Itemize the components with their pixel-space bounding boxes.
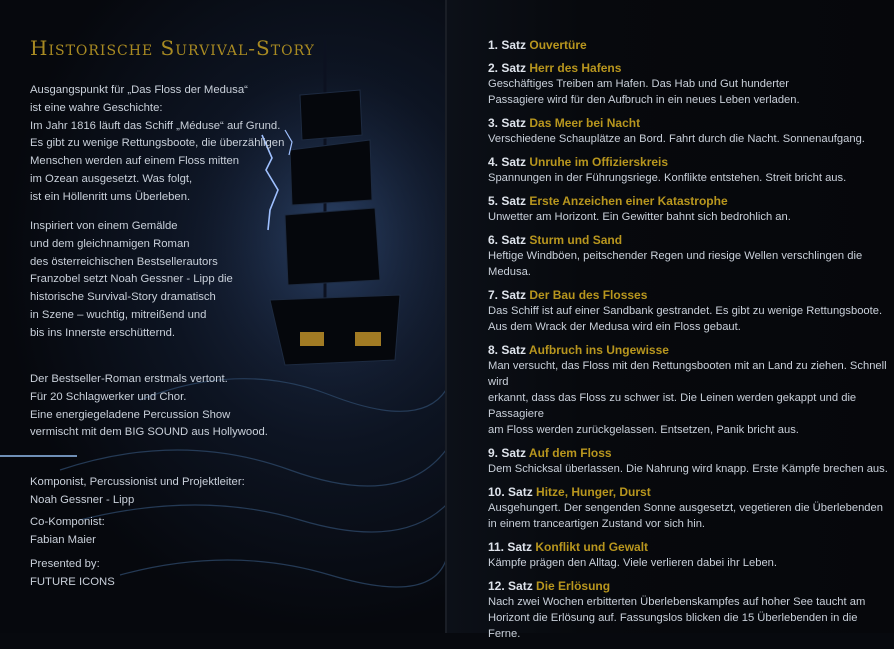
text-line: und dem gleichnamigen Roman <box>30 237 190 250</box>
movement-heading <box>488 484 888 500</box>
movement-number: 6. Satz <box>488 233 527 247</box>
text-line: Ausgangspunkt für „Das Floss der Medusa“ <box>30 84 248 96</box>
movement-heading <box>488 60 888 76</box>
movement-number: 11. Satz <box>488 540 533 554</box>
movement-item <box>488 539 888 571</box>
text-line: ist eine wahre Geschichte: <box>30 101 163 114</box>
movement-description-line: in einem tranceartigen Zustand vor sich hin. <box>488 518 706 530</box>
movement-item <box>488 60 888 108</box>
movement-number: 5. Satz <box>488 194 527 208</box>
movement-title: Sturm und Sand <box>529 233 623 247</box>
movement-description-line: Aus dem Wrack der Medusa wird ein Floss gebaut. <box>488 321 741 333</box>
movement-item <box>488 578 888 642</box>
movement-number: 4. Satz <box>488 155 527 169</box>
text-line: Im Jahr 1816 läuft das Schiff „Méduse“ auf Grund. <box>30 119 281 132</box>
text-line: vermischt mit dem BIG SOUND aus Hollywood. <box>30 426 268 439</box>
movement-description-line: Heftige Windböen, peitschender Regen und riesige Wellen verschlingen die Medusa. <box>488 250 863 278</box>
movement-item <box>488 484 888 532</box>
movement-description-line: Das Schiff ist auf einer Sandbank gestrandet. Es gibt zu wenige Rettungsboote. <box>488 305 883 317</box>
movement-description-line: Unwetter am Horizont. Ein Gewitter bahnt sich bedrohlich an. <box>488 211 791 223</box>
text-line: Eine energiegeladene Percussion Show <box>30 408 231 421</box>
movement-item <box>488 445 888 477</box>
text-line: in Szene – wuchtig, mitreißend und <box>30 308 207 321</box>
movement-item <box>488 232 888 280</box>
movement-number: 10. Satz <box>488 485 533 499</box>
text-line: Der Bestseller-Roman erstmals vertont. <box>30 373 228 385</box>
text-line: Inspiriert von einem Gemälde <box>30 220 178 232</box>
text-line: im Ozean ausgesetzt. Was folgt, <box>30 172 193 185</box>
credit-name: Fabian Maier <box>30 533 96 546</box>
intro-paragraph <box>30 82 284 207</box>
movement-number: 1. Satz <box>488 38 527 52</box>
movement-item <box>488 37 888 53</box>
movement-title: Die Erlösung <box>536 579 611 593</box>
movement-list <box>488 37 888 649</box>
movement-title: Erste Anzeichen einer Katastrophe <box>529 194 728 208</box>
movement-title: Der Bau des Flosses <box>529 288 648 302</box>
movement-heading <box>488 445 888 461</box>
movement-heading <box>488 539 888 555</box>
movement-heading <box>488 287 888 303</box>
page-fold <box>445 0 447 633</box>
movement-description-line: Dem Schicksal überlassen. Die Nahrung wird knapp. Erste Kämpfe brechen aus. <box>488 463 888 475</box>
text-line: Es gibt zu wenige Rettungsboote, die überzähligen <box>30 137 285 150</box>
credit-role: Komponist, Percussionist und Projektleiter: <box>30 476 245 488</box>
movement-title: Aufbruch ins Ungewisse <box>528 343 669 357</box>
credit-composer <box>30 474 245 509</box>
movement-number: 12. Satz <box>488 579 533 593</box>
movement-description-line: Kämpfe prägen den Alltag. Viele verlieren dabei ihr Leben. <box>488 557 778 569</box>
left-page <box>0 0 446 633</box>
text-line: historische Survival-Story dramatisch <box>30 291 216 304</box>
movement-description-line: Geschäftiges Treiben am Hafen. Das Hab und Gut hunderter <box>488 78 789 90</box>
movement-item <box>488 193 888 225</box>
credit-co-composer <box>30 514 105 549</box>
text-line: Menschen werden auf einem Floss mitten <box>30 155 240 168</box>
credit-role: Presented by: <box>30 558 100 570</box>
movement-number: 9. Satz <box>488 446 527 460</box>
movement-description-line: Horizont die Erlösung auf. Fassungslos blicken die 15 Überlebenden in die Ferne. <box>488 612 858 640</box>
movement-heading <box>488 232 888 248</box>
movement-heading <box>488 342 888 358</box>
bestseller-paragraph <box>30 371 268 442</box>
movement-number: 3. Satz <box>488 116 527 130</box>
text-line: bis ins Innerste erschütternd. <box>30 326 176 339</box>
movement-description-line: am Floss werden zurückgelassen. Entsetzen, Panik bricht aus. <box>488 424 799 436</box>
credit-presenter <box>30 556 115 591</box>
text-line: Franzobel setzt Noah Gessner - Lipp die <box>30 273 233 286</box>
movement-title: Unruhe im Offizierskreis <box>529 155 669 169</box>
movement-item <box>488 342 888 438</box>
text-line: ist ein Höllenritt ums Überleben. <box>30 190 191 203</box>
movement-title: Hitze, Hunger, Durst <box>536 485 651 499</box>
movement-title: Herr des Hafens <box>529 61 622 75</box>
movement-number: 2. Satz <box>488 61 527 75</box>
movement-description-line: Nach zwei Wochen erbitterten Überlebenskampfes auf hoher See taucht am <box>488 596 866 608</box>
movement-item <box>488 154 888 186</box>
movement-heading <box>488 578 888 594</box>
inspiration-paragraph <box>30 218 233 343</box>
movement-description-line: erkannt, dass das Floss zu schwer ist. Die Leinen werden gekappt und die Passagiere <box>488 392 857 420</box>
divider <box>0 455 77 457</box>
text-line: Für 20 Schlagwerker und Chor. <box>30 390 187 403</box>
movement-description-line: Man versucht, das Floss mit den Rettungsbooten mit an Land zu ziehen. Schnell wird <box>488 360 887 388</box>
movement-heading <box>488 154 888 170</box>
movement-heading <box>488 115 888 131</box>
movement-description-line: Spannungen in der Führungsriege. Konflikte entstehen. Streit bricht aus. <box>488 172 847 184</box>
movement-heading <box>488 193 888 209</box>
movement-number: 8. Satz <box>488 343 527 357</box>
credit-role: Co-Komponist: <box>30 516 105 528</box>
movement-number: 7. Satz <box>488 288 527 302</box>
movement-description-line: Passagiere wird für den Aufbruch in ein neues Leben verladen. <box>488 94 800 106</box>
movement-description-line: Ausgehungert. Der sengenden Sonne ausgesetzt, vegetieren die Überlebenden <box>488 502 883 514</box>
credit-name: Noah Gessner - Lipp <box>30 493 135 506</box>
movement-description-line: Verschiedene Schauplätze an Bord. Fahrt durch die Nacht. Sonnenaufgang. <box>488 133 865 145</box>
credit-name: FUTURE ICONS <box>30 575 115 588</box>
movement-heading <box>488 37 888 53</box>
movement-item <box>488 287 888 335</box>
movement-title: Ouvertüre <box>529 38 587 52</box>
movement-title: Auf dem Floss <box>528 446 612 460</box>
text-line: des österreichischen Bestsellerautors <box>30 255 218 268</box>
movement-title: Konflikt und Gewalt <box>535 540 649 554</box>
movement-item <box>488 115 888 147</box>
page-title: Historische Survival-Story <box>30 36 315 60</box>
movement-title: Das Meer bei Nacht <box>529 116 641 130</box>
